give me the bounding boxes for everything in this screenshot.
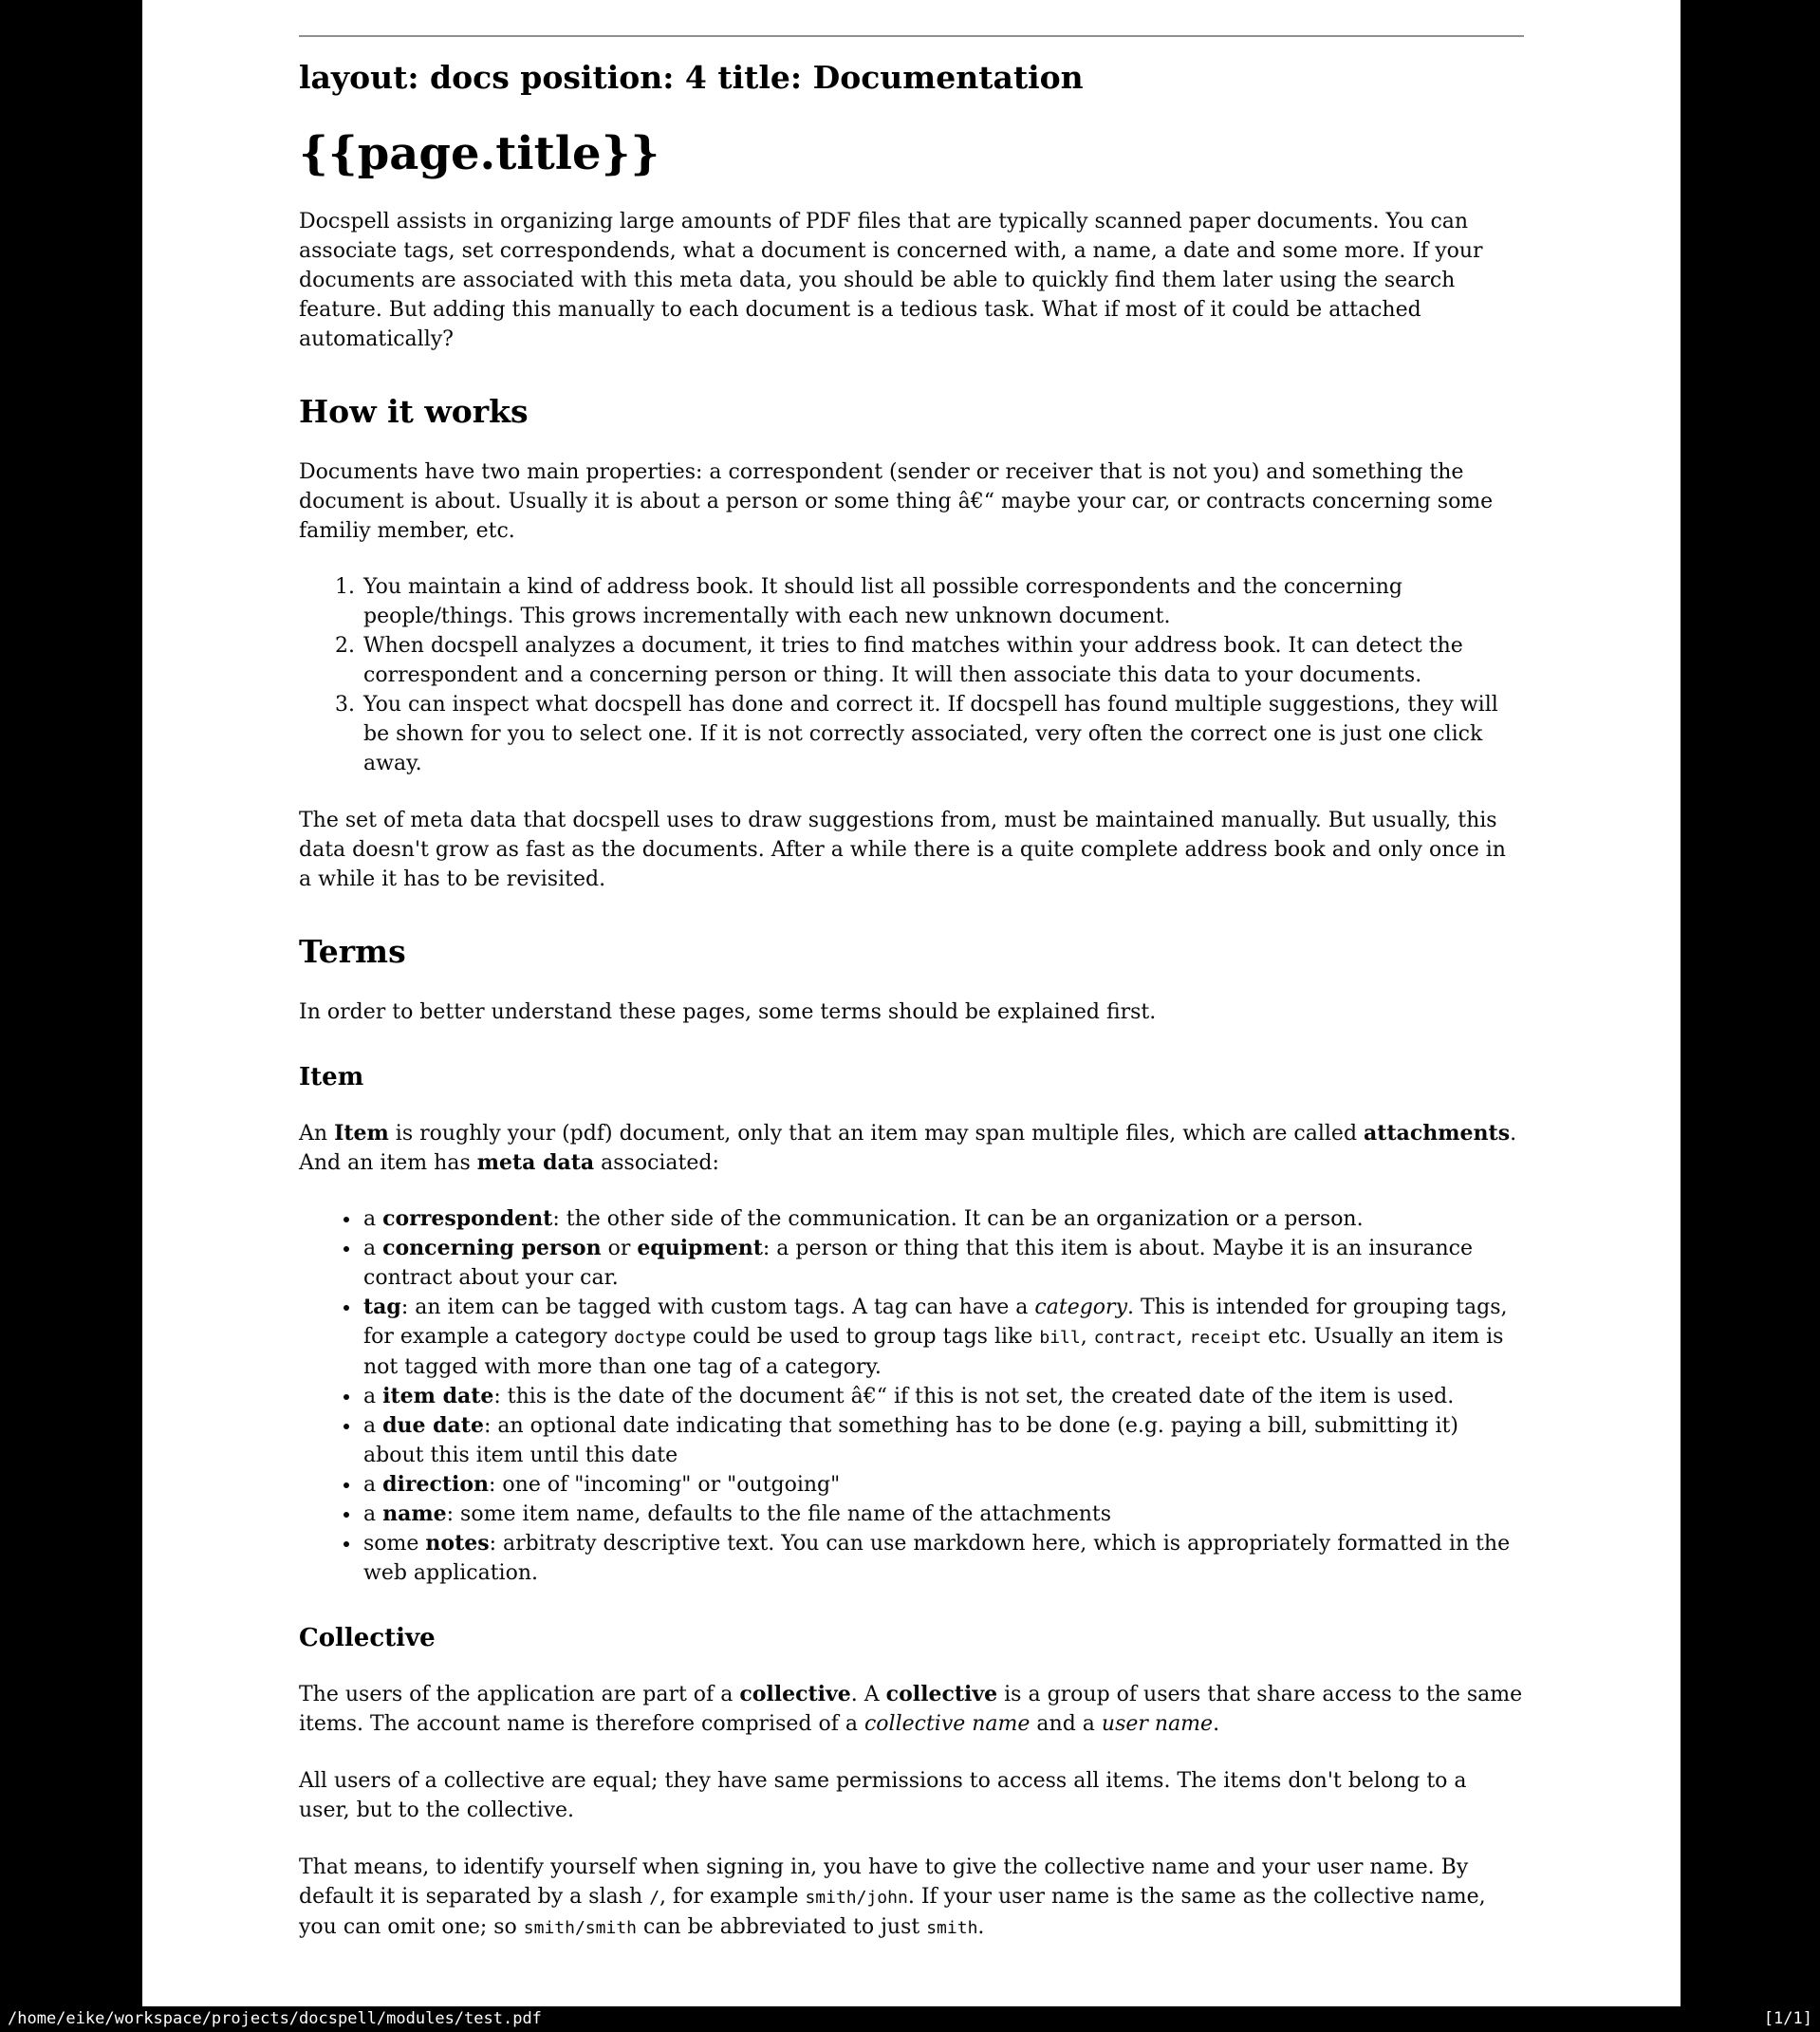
intro-paragraph: Docspell assists in organizing large amounts of PDF files that are typically scanned paper documents. You can associate tags, set correspondends, what a document is concerned with, a name, a date and some more. If your documents are associated with this meta data, you should be able to quickly find them later using the search feature. But adding this manually to each document is a tedious task. What if most of it could be attached automatically? [299, 210, 1483, 351]
list-item: • tag: an item can be tagged with custom tags. A tag can have a category. This is intended for grouping tags, for example a category doctype could be used to group tags like bill, contract, receipt etc. Usually an item is not tagged with more than one tag of a category. [362, 1293, 1524, 1382]
document-content [142, 35, 1681, 1943]
list-item: 2. When docspell analyzes a document, it tries to find matches within your address book. It can detect the correspondent and a concerning person or thing. It will then associate this data to your documents. [362, 631, 1524, 690]
collective-paragraph-1: The users of the application are part of a collective. A collective is a group of users that share access to the same items. The account name is therefore comprised of a collective name and a user name. [299, 1682, 1523, 1736]
item-meta-list [299, 1204, 1524, 1588]
list-item: • a direction: one of "incoming" or "outgoing" [362, 1470, 1524, 1500]
list-item: • some notes: arbitraty descriptive text. You can use markdown here, which is appropriately formatted in the web application. [362, 1529, 1524, 1588]
list-item: • a item date: this is the date of the document â€“ if this is not set, the created date of the item is used. [362, 1382, 1524, 1411]
statusbar-page-indicator: [1/1] [1763, 2009, 1812, 2028]
list-item: • a concerning person or equipment: a person or thing that this item is about. Maybe it is an insurance contract about your car. [362, 1234, 1524, 1293]
frontmatter-divider [299, 35, 1524, 37]
how-it-works-heading: How it works [299, 393, 529, 430]
page-title: {{page.title}} [299, 127, 660, 180]
list-item: • a due date: an optional date indicating that something has to be done (e.g. paying a bill, submitting it) about this item until this date [362, 1411, 1524, 1470]
collective-paragraph-2: All users of a collective are equal; they have same permissions to access all items. The items don't belong to a user, but to the collective. [299, 1769, 1467, 1822]
list-item: 1. You maintain a kind of address book. It should list all possible correspondents and the concerning people/things. This grows incrementally with each new unknown document. [362, 572, 1524, 631]
terms-intro-paragraph: In order to better understand these pages, some terms should be explained first. [299, 1000, 1157, 1024]
frontmatter-heading: layout: docs position: 4 title: Documentation [299, 59, 1084, 96]
item-heading: Item [299, 1063, 364, 1091]
list-item: 3. You can inspect what docspell has done and correct it. If docspell has found multiple suggestions, they will be shown for you to select one. If it is not correctly associated, very often the correct one is just one click away. [362, 690, 1524, 778]
how-it-works-paragraph: Documents have two main properties: a correspondent (sender or receiver that is not you) and something the document is about. Usually it is about a person or some thing â€“ maybe your car, or contracts concerning some familiy member, etc. [299, 460, 1494, 543]
list-item: • a correspondent: the other side of the communication. It can be an organization or a person. [362, 1204, 1524, 1234]
list-item: • a name: some item name, defaults to the file name of the attachments [362, 1500, 1524, 1529]
how-it-works-steps [299, 572, 1524, 778]
collective-paragraph-3: That means, to identify yourself when signing in, you have to give the collective name and your user name. By default it is separated by a slash /, for example smith/john. If your user name is the same as the collective name, you can omit one; so smith/smith can be abbreviated to just smith. [299, 1855, 1486, 1939]
statusbar [0, 2006, 1820, 2032]
terms-heading: Terms [299, 933, 406, 970]
pdf-page[interactable] [142, 0, 1681, 2006]
how-it-works-outro-paragraph: The set of meta data that docspell uses to draw suggestions from, must be maintained manually. But usually, this data doesn't grow as fast as the documents. After a while there is a quite complete address book and only once in a while it has to be revisited. [299, 809, 1506, 891]
collective-heading: Collective [299, 1624, 436, 1652]
statusbar-file-path: /home/eike/workspace/projects/docspell/modules/test.pdf [8, 2009, 542, 2028]
item-intro-paragraph: An Item is roughly your (pdf) document, only that an item may span multiple files, which are called attachments. And an item has meta data associated: [299, 1121, 1517, 1175]
